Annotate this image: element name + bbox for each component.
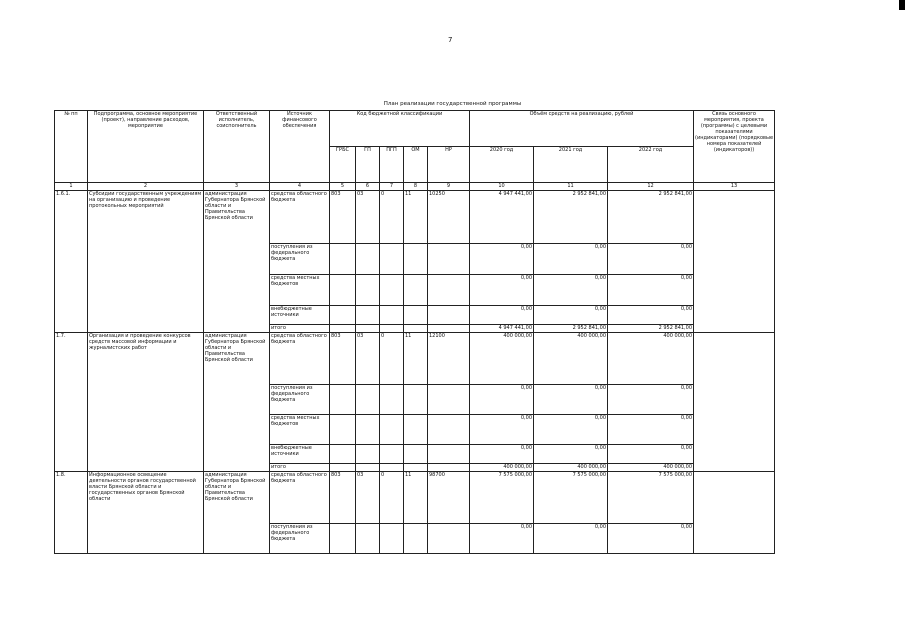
value-2020: 7 575 000,00: [470, 472, 534, 524]
value-2021: 0,00: [534, 385, 608, 415]
value-2022: 0,00: [608, 415, 694, 445]
value-2022: 400 000,00: [608, 464, 694, 472]
header-grbs: ГРБС: [330, 147, 356, 183]
value-2022: 400 000,00: [608, 333, 694, 385]
row-link: [694, 333, 775, 472]
value-2020: 400 000,00: [470, 333, 534, 385]
header-budget-code: Код бюджетной классификации: [330, 111, 470, 147]
row-source: итого: [270, 464, 330, 472]
column-number: 11: [534, 183, 608, 191]
page-number: 7: [448, 36, 453, 44]
row-grbs: 803: [330, 191, 356, 244]
value-2021: 400 000,00: [534, 333, 608, 385]
value-2021: 0,00: [534, 415, 608, 445]
row-nr: 12100: [428, 333, 470, 385]
value-2020: 400 000,00: [470, 464, 534, 472]
header-om: ОМ: [404, 147, 428, 183]
document-title: План реализации государственной программы: [383, 101, 522, 107]
value-2020: 0,00: [470, 244, 534, 275]
row-gp: 03: [356, 472, 380, 524]
row-om: 11: [404, 191, 428, 244]
value-2022: 2 952 841,00: [608, 191, 694, 244]
value-2022: 7 575 000,00: [608, 472, 694, 524]
value-2022: 0,00: [608, 306, 694, 325]
row-source: средства областного бюджета: [270, 333, 330, 385]
row-pgp: 0: [380, 191, 404, 244]
column-number: 5: [330, 183, 356, 191]
value-2021: 0,00: [534, 275, 608, 306]
value-2020: 0,00: [470, 306, 534, 325]
row-grbs: 803: [330, 472, 356, 524]
header-link: Связь основного мероприятия, проекта (программы) с целевыми показателями (индикаторами) (порядковые номера показателей (индикаторов)): [694, 111, 775, 183]
value-2020: 0,00: [470, 385, 534, 415]
column-number: 2: [88, 183, 204, 191]
page-edge-mark: [899, 0, 905, 10]
table-row: [55, 472, 775, 524]
row-source: средства местных бюджетов: [270, 275, 330, 306]
column-number: 12: [608, 183, 694, 191]
header-2020: 2020 год: [470, 147, 534, 183]
row-nr: 98700: [428, 472, 470, 524]
value-2022: 0,00: [608, 385, 694, 415]
value-2021: 400 000,00: [534, 464, 608, 472]
row-grbs: 803: [330, 333, 356, 385]
value-2020: 0,00: [470, 524, 534, 554]
row-om: 11: [404, 472, 428, 524]
row-source: итого: [270, 325, 330, 333]
row-source: средства местных бюджетов: [270, 415, 330, 445]
row-responsible: администрация Губернатора Брянской области и Правительства Брянской области: [204, 333, 270, 472]
row-nr: 10250: [428, 191, 470, 244]
header-name: Подпрограмма, основное мероприятие (проект), направление расходов, мероприятие: [88, 111, 204, 183]
value-2021: 2 952 841,00: [534, 191, 608, 244]
column-number: 3: [204, 183, 270, 191]
row-number: 1.8.: [55, 472, 88, 554]
value-2022: 0,00: [608, 275, 694, 306]
row-om: 11: [404, 333, 428, 385]
header-no: № пп: [55, 111, 88, 183]
row-number: 1.7.: [55, 333, 88, 472]
row-pgp: 0: [380, 333, 404, 385]
column-number: 4: [270, 183, 330, 191]
value-2022: 0,00: [608, 244, 694, 275]
header-nr: НР: [428, 147, 470, 183]
header-gp: ГП: [356, 147, 380, 183]
row-source: поступления из федерального бюджета: [270, 385, 330, 415]
column-number: 6: [356, 183, 380, 191]
row-link: [694, 472, 775, 554]
row-link: [694, 191, 775, 333]
row-source: поступления из федерального бюджета: [270, 524, 330, 554]
column-number: 10: [470, 183, 534, 191]
value-2021: 0,00: [534, 445, 608, 464]
value-2022: 0,00: [608, 445, 694, 464]
value-2020: 0,00: [470, 445, 534, 464]
value-2020: 0,00: [470, 275, 534, 306]
column-number: 13: [694, 183, 775, 191]
value-2020: 4 947 441,00: [470, 325, 534, 333]
row-number: 1.6.1.: [55, 191, 88, 333]
row-name: Субсидии государственным учреждениям на организацию и проведение протокольных мероприятий: [88, 191, 204, 333]
row-gp: 03: [356, 333, 380, 385]
column-number-row: [55, 183, 775, 191]
plan-table: [54, 110, 775, 554]
value-2021: 0,00: [534, 524, 608, 554]
table-row: [55, 191, 775, 244]
value-2021: 7 575 000,00: [534, 472, 608, 524]
row-responsible: администрация Губернатора Брянской области и Правительства Брянской области: [204, 472, 270, 554]
column-number: 9: [428, 183, 470, 191]
value-2022: 0,00: [608, 524, 694, 554]
row-responsible: администрация Губернатора Брянской области и Правительства Брянской области: [204, 191, 270, 333]
row-source: поступления из федерального бюджета: [270, 244, 330, 275]
row-source: средства областного бюджета: [270, 472, 330, 524]
value-2022: 2 952 841,00: [608, 325, 694, 333]
column-number: 1: [55, 183, 88, 191]
row-name: Организация и проведение конкурсов средств массовой информации и журналистских работ: [88, 333, 204, 472]
row-name: Информационное освещение деятельности органов государственной власти Брянской области и государственных органов Брянской области: [88, 472, 204, 554]
value-2020: 4 947 441,00: [470, 191, 534, 244]
header-responsible: Ответственный исполнитель, соисполнитель: [204, 111, 270, 183]
row-source: внебюджетные источники: [270, 445, 330, 464]
header-pgp: ПГП: [380, 147, 404, 183]
value-2021: 2 952 841,00: [534, 325, 608, 333]
value-2021: 0,00: [534, 306, 608, 325]
row-gp: 03: [356, 191, 380, 244]
value-2021: 0,00: [534, 244, 608, 275]
header-volume: Объём средств на реализацию, рублей: [470, 111, 694, 147]
column-number: 7: [380, 183, 404, 191]
header-2022: 2022 год: [608, 147, 694, 183]
row-source: средства областного бюджета: [270, 191, 330, 244]
row-source: внебюджетные источники: [270, 306, 330, 325]
row-pgp: 0: [380, 472, 404, 524]
table-row: [55, 333, 775, 385]
column-number: 8: [404, 183, 428, 191]
header-source: Источник финансового обеспечения: [270, 111, 330, 183]
value-2020: 0,00: [470, 415, 534, 445]
header-2021: 2021 год: [534, 147, 608, 183]
